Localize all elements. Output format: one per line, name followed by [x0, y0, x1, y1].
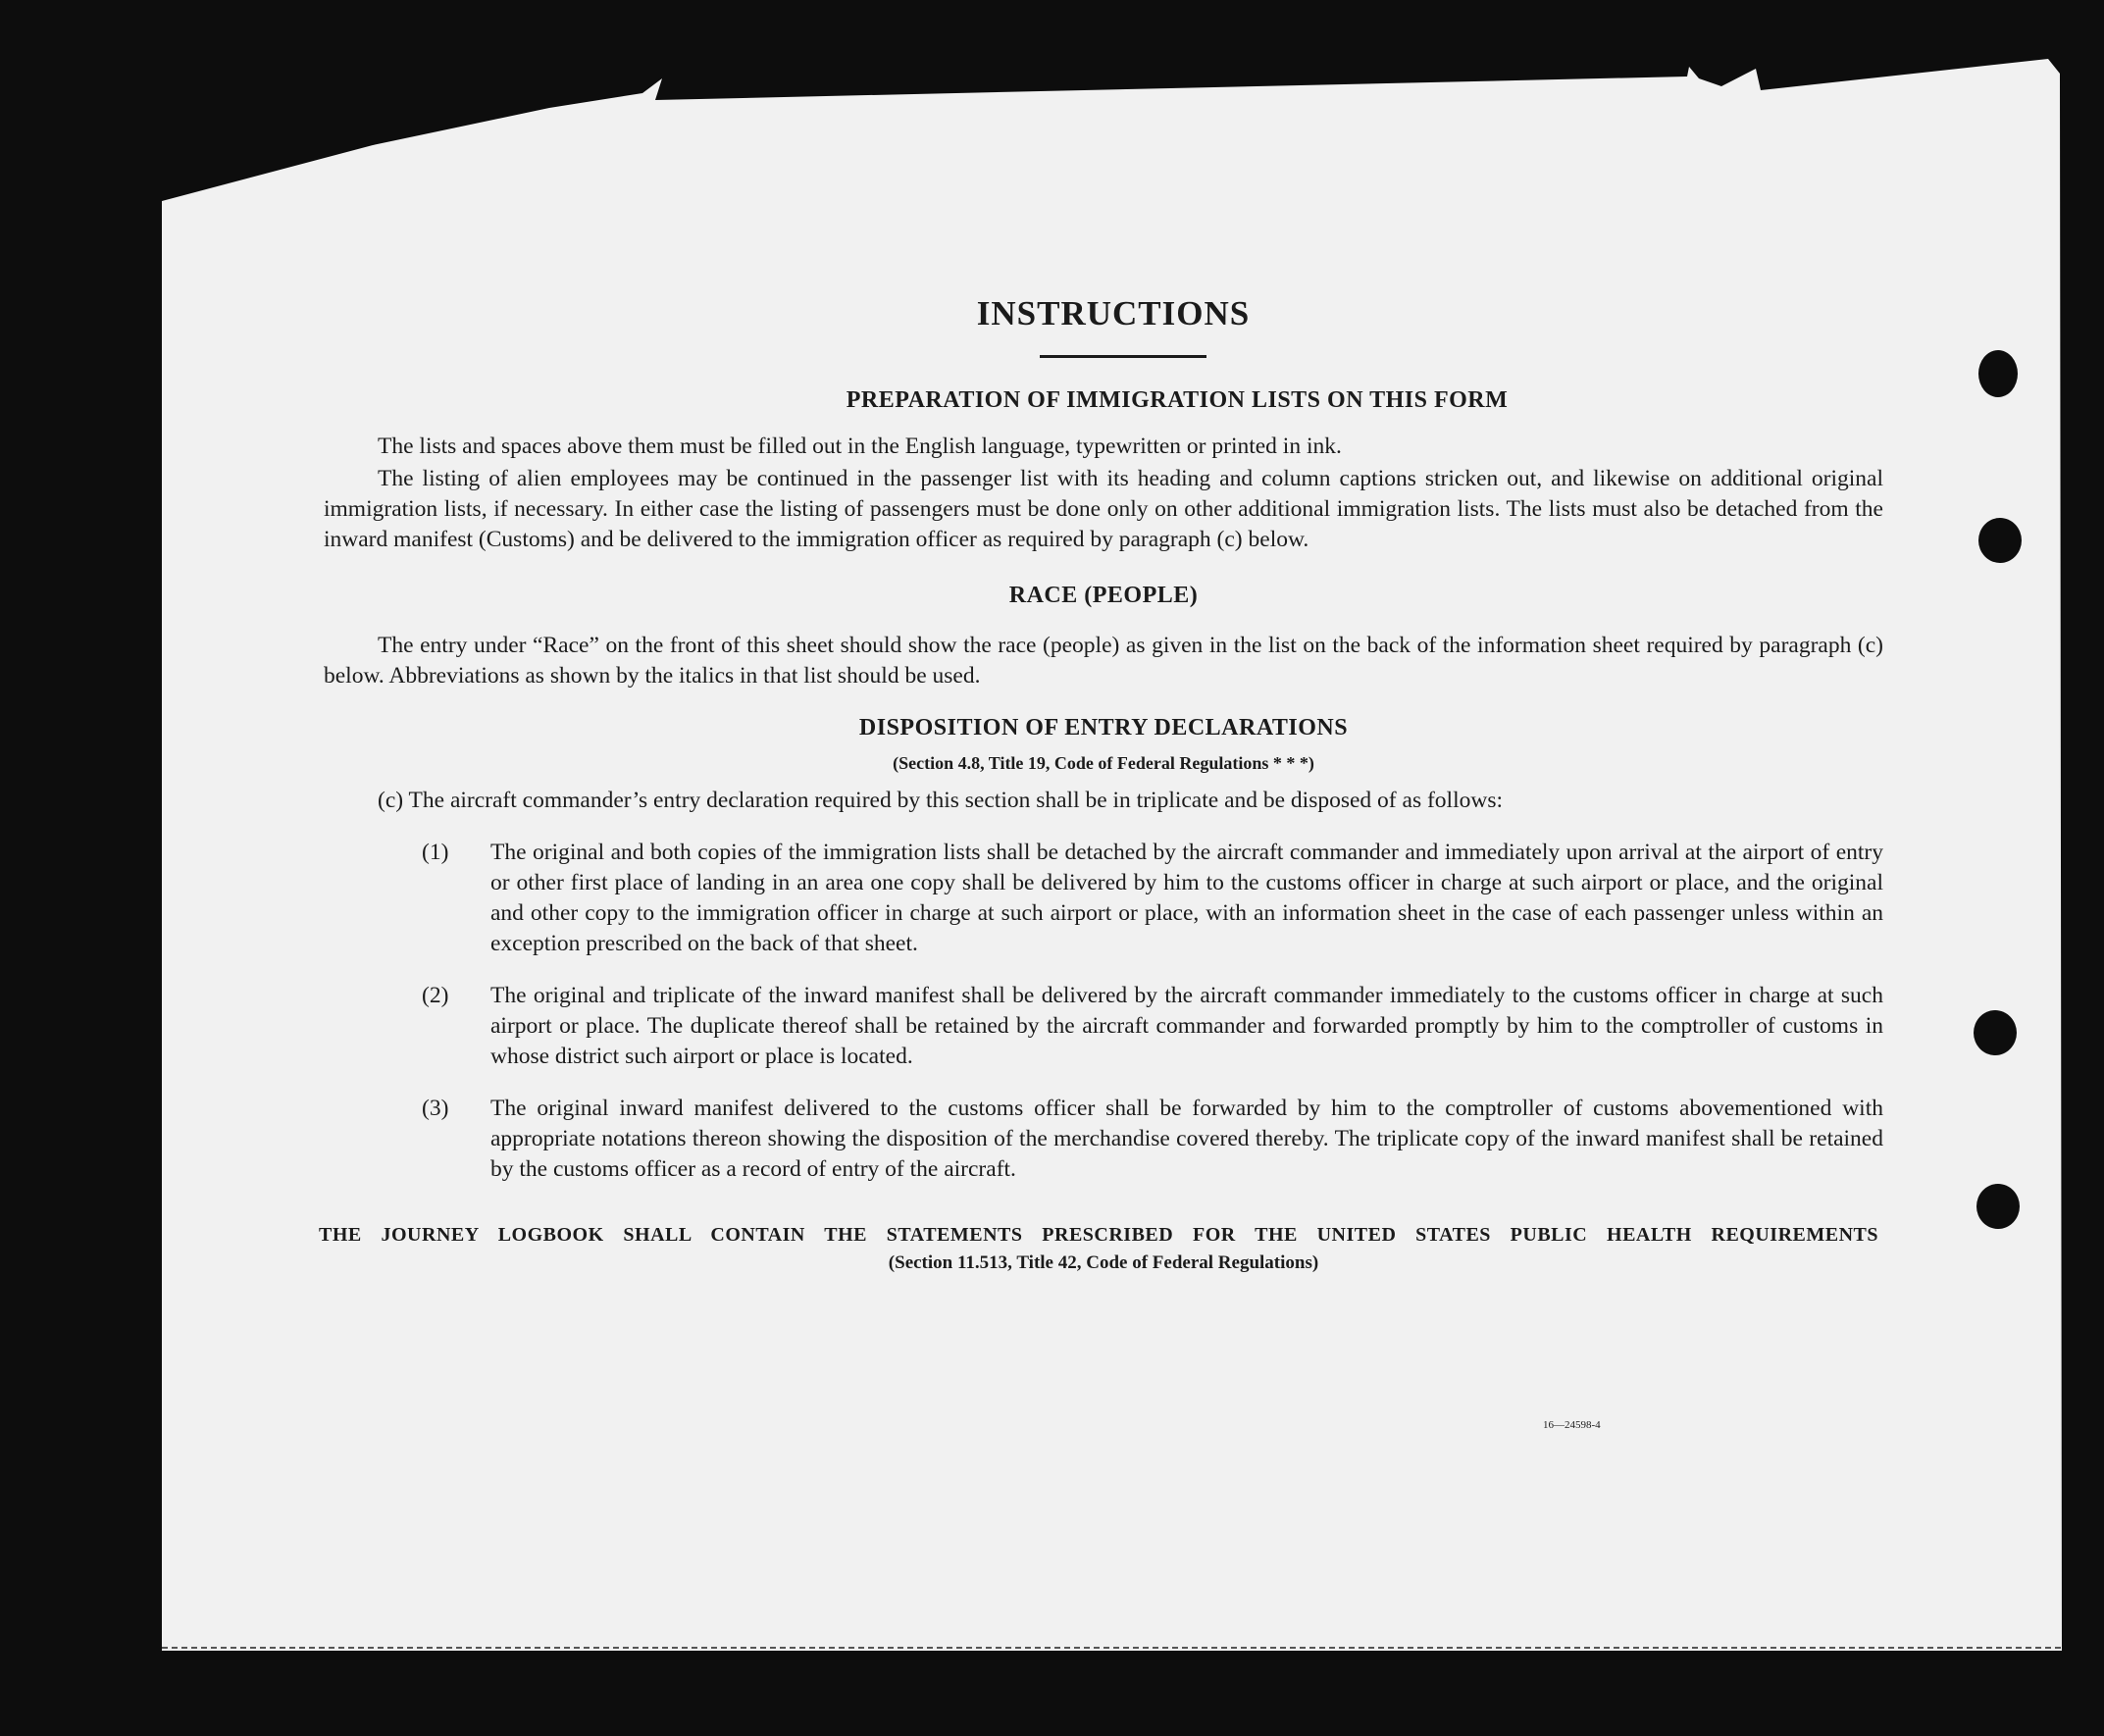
item-number: (2) — [422, 983, 449, 1008]
title-rule — [1040, 355, 1206, 358]
health-requirements-heading: THE JOURNEY LOGBOOK SHALL CONTAIN THE STATEMENTS PRESCRIBED FOR THE UNITED STATES PUBLIC HEALTH REQUIREMENTS — [319, 1224, 1878, 1246]
disposition-citation: (Section 4.8, Title 19, Code of Federal Regulations * * *) — [893, 753, 1314, 773]
item-number: (3) — [422, 1096, 449, 1121]
binder-hole — [1978, 518, 2022, 563]
preparation-paragraph-2: The listing of alien employees may be continued in the passenger list with its heading and column captions stricken out, and likewise on additional original immigration lists, if necessary. In either case the listing of passengers must be done only on other additional immigration lists. The lists must also be detached from the inward manifest (Customs) and be delivered to the immigration officer as required by paragraph (c) below. — [324, 466, 1883, 552]
disposition-paragraph-c: (c) The aircraft commander’s entry declaration required by this section shall be in triplicate and be disposed of as follows: — [378, 788, 1503, 813]
list-item — [324, 981, 1883, 1072]
page-title: INSTRUCTIONS — [976, 294, 1251, 332]
item-number: (1) — [422, 840, 449, 865]
item-text: The original inward manifest delivered to the customs officer shall be forwarded by him to the comptroller of customs abovementioned with appropriate notations thereon showing the disposition of the merchandise covered thereby. The triplicate copy of the inward manifest shall be retained by the customs officer as a record of entry of the aircraft. — [490, 1096, 1883, 1182]
race-heading: RACE (PEOPLE) — [1008, 583, 1199, 608]
item-text: The original and triplicate of the inward manifest shall be delivered by the aircraft commander immediately to the customs officer in charge at such airport or place. The duplicate thereof shall be retained by the aircraft commander and forwarded promptly by him to the comptroller of customs in whose district such airport or place is located. — [490, 983, 1883, 1069]
item-text: The original and both copies of the immigration lists shall be detached by the aircraft commander and immediately upon arrival at the airport of entry or other first place of landing in an area one copy shall be delivered by him to the customs officer in charge at such airport or place, and the original and other copy to the immigration officer in charge at such airport or place, with an information sheet in the case of each passenger unless within an exception prescribed on the back of that sheet. — [490, 840, 1883, 956]
race-paragraph: The entry under “Race” on the front of this sheet should show the race (people) as given in the list on the back of the information sheet required by paragraph (c) below. Abbreviations as shown by the italics in that list should be used. — [324, 633, 1883, 689]
binder-hole — [1978, 350, 2018, 397]
list-item — [324, 838, 1883, 959]
binder-hole — [1976, 1184, 2020, 1229]
instructions-body — [319, 294, 1883, 1274]
list-item — [324, 1094, 1883, 1185]
health-requirements-citation: (Section 11.513, Title 42, Code of Federal Regulations) — [888, 1252, 1319, 1273]
form-number: 16—24598-4 — [1543, 1419, 1601, 1431]
preparation-paragraph-1: The lists and spaces above them must be filled out in the English language, typewritten or printed in ink. — [378, 434, 1342, 459]
disposition-heading: DISPOSITION OF ENTRY DECLARATIONS — [858, 715, 1349, 740]
preparation-heading: PREPARATION OF IMMIGRATION LISTS ON THIS FORM — [846, 387, 1509, 413]
binder-hole — [1974, 1010, 2017, 1055]
